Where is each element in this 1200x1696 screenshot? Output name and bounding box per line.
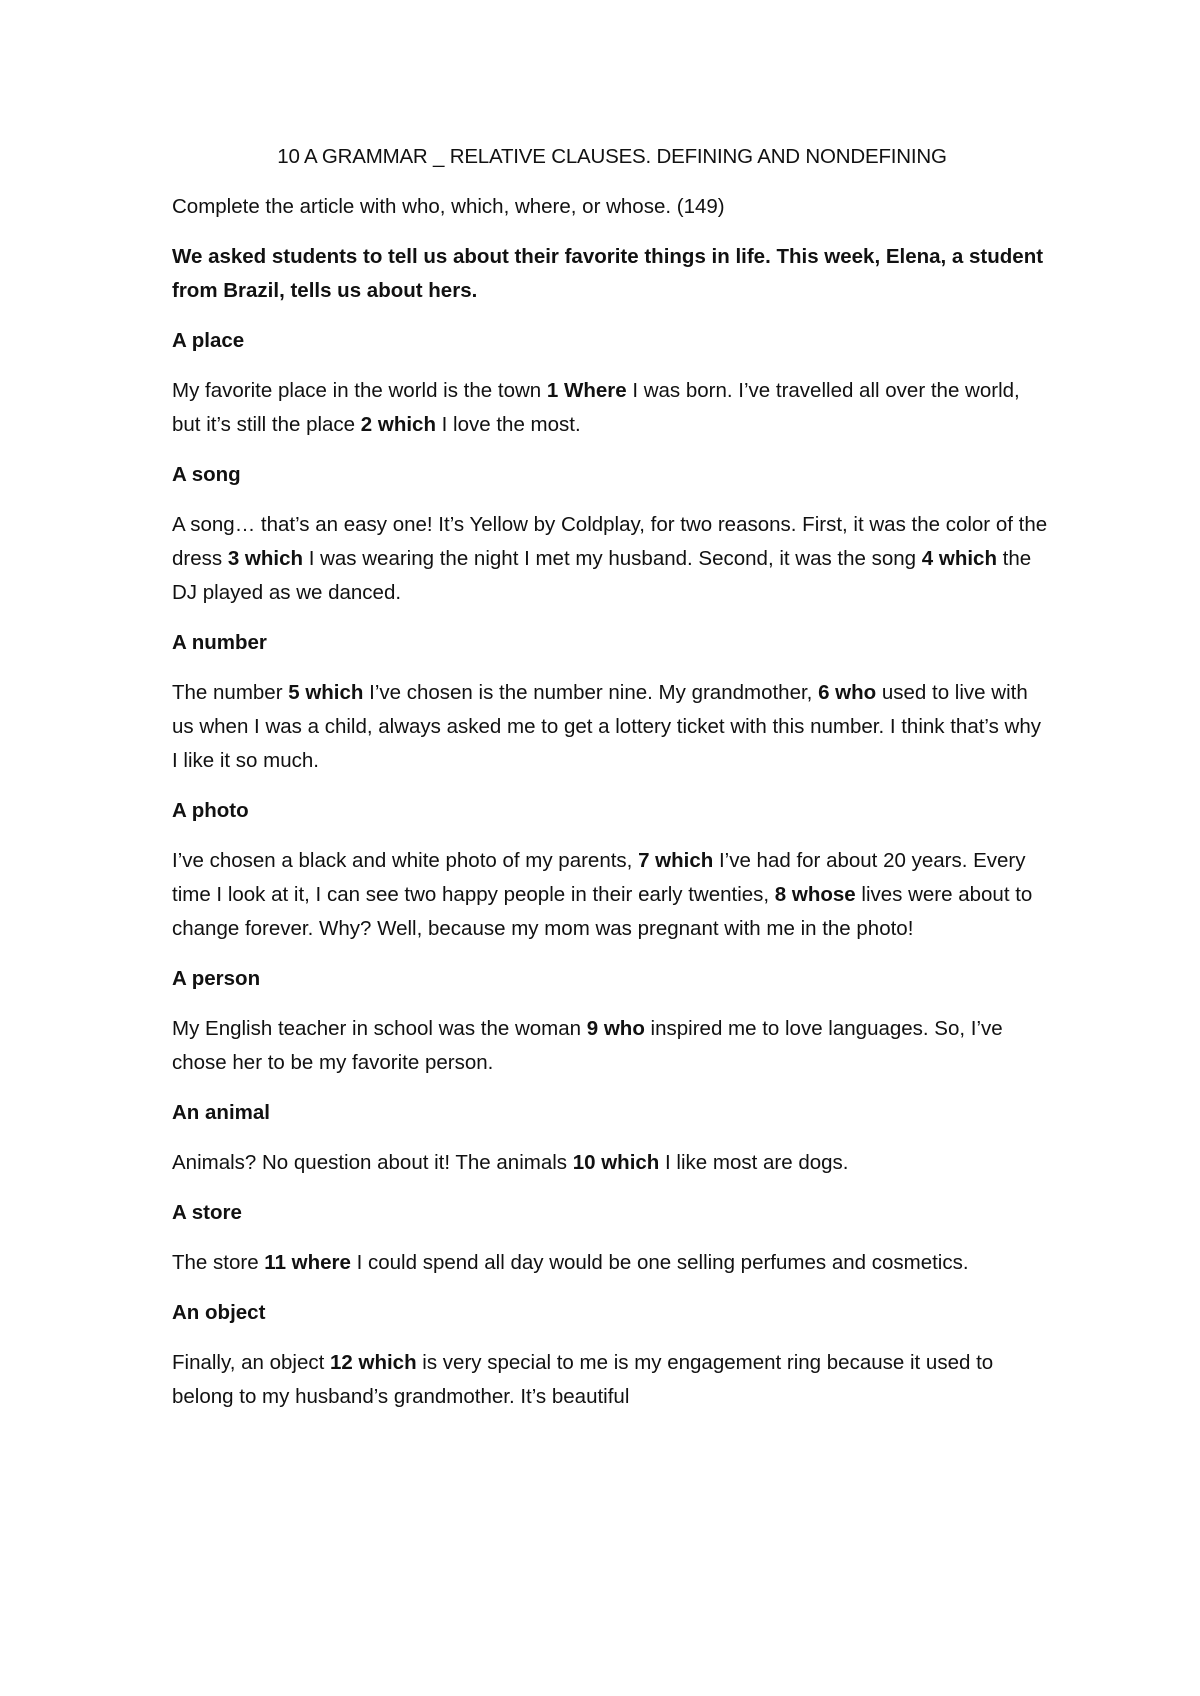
answer-word: 3 which bbox=[227, 547, 304, 570]
article-sections bbox=[172, 324, 1052, 1414]
section-heading: A number bbox=[172, 631, 267, 654]
paragraph-text: lives were about to change forever. Why? Well, because my mom was pregnant with me in the photo! bbox=[172, 883, 1033, 940]
answer-word: 7 which bbox=[638, 849, 714, 872]
paragraph-text: I was born. I’ve travelled all over the world, but it’s still the place bbox=[172, 379, 1020, 436]
paragraph-text: I’ve had for about 20 years. Every time I look at it, I can see two happy people in their early twenties, bbox=[172, 849, 1026, 906]
section-heading: An animal bbox=[172, 1101, 270, 1124]
section-heading: A song bbox=[172, 463, 241, 486]
section-paragraph bbox=[172, 1346, 1052, 1414]
answer-word: 11 where bbox=[264, 1251, 351, 1274]
answer-word: 4 which bbox=[921, 547, 997, 570]
answer-word: 2 which bbox=[360, 413, 436, 436]
paragraph-text: is very special to me is my engagement ring because it used to belong to my husband’s grandmother. It’s beautiful bbox=[172, 1351, 994, 1408]
paragraph-text: The store bbox=[172, 1251, 265, 1274]
section-heading: A photo bbox=[172, 799, 249, 822]
paragraph-text: I like most are dogs. bbox=[659, 1151, 849, 1174]
section-paragraph bbox=[172, 508, 1052, 610]
paragraph-text: My English teacher in school was the woman bbox=[172, 1017, 587, 1040]
answer-word: 1 Where bbox=[546, 379, 627, 402]
section-paragraph bbox=[172, 1246, 1052, 1280]
document-title: 10 A GRAMMAR _ RELATIVE CLAUSES. DEFINING AND NONDEFINING bbox=[277, 145, 947, 168]
answer-word: 9 who bbox=[586, 1017, 645, 1040]
paragraph-text: used to live with us when I was a child, always asked me to get a lottery ticket with this number. I think that’s why I like it so much. bbox=[172, 681, 1041, 772]
paragraph-text: A song… that’s an easy one! It’s Yellow by Coldplay, for two reasons. First, it was the color of the dress bbox=[172, 513, 1048, 570]
paragraph-text: I could spend all day would be one selling perfumes and cosmetics. bbox=[350, 1251, 969, 1274]
section-paragraph bbox=[172, 844, 1052, 946]
answer-word: 10 which bbox=[572, 1151, 660, 1174]
answer-word: 8 whose bbox=[774, 883, 856, 906]
paragraph-text: Animals? No question about it! The animals bbox=[172, 1151, 573, 1174]
answer-word: 6 who bbox=[818, 681, 877, 704]
section-paragraph bbox=[172, 676, 1052, 778]
paragraph-text: I’ve chosen is the number nine. My grandmother, bbox=[363, 681, 819, 704]
paragraph-text: I’ve chosen a black and white photo of my parents, bbox=[172, 849, 639, 872]
paragraph-text: the DJ played as we danced. bbox=[172, 547, 1032, 604]
section-paragraph bbox=[172, 1012, 1052, 1080]
answer-word: 5 which bbox=[288, 681, 364, 704]
document-content bbox=[172, 140, 1052, 1430]
section-paragraph bbox=[172, 1146, 1052, 1180]
instruction: Complete the article with who, which, where, or whose. (149) bbox=[172, 195, 725, 218]
section-heading: A person bbox=[172, 967, 261, 990]
paragraph-text: I love the most. bbox=[435, 413, 581, 436]
intro-paragraph: We asked students to tell us about their favorite things in life. This week, Elena, a student from Brazil, tells us about hers. bbox=[172, 245, 1044, 302]
paragraph-text: My favorite place in the world is the town bbox=[172, 379, 547, 402]
section-heading: A place bbox=[172, 329, 245, 352]
section-heading: A store bbox=[172, 1201, 242, 1224]
section-heading: An object bbox=[172, 1301, 266, 1324]
paragraph-text: I was wearing the night I met my husband. Second, it was the song bbox=[303, 547, 922, 570]
paragraph-text: The number bbox=[172, 681, 289, 704]
section-paragraph bbox=[172, 374, 1052, 442]
answer-word: 12 which bbox=[330, 1351, 417, 1374]
paragraph-text: inspired me to love languages. So, I’ve chose her to be my favorite person. bbox=[172, 1017, 1003, 1074]
paragraph-text: Finally, an object bbox=[172, 1351, 331, 1374]
